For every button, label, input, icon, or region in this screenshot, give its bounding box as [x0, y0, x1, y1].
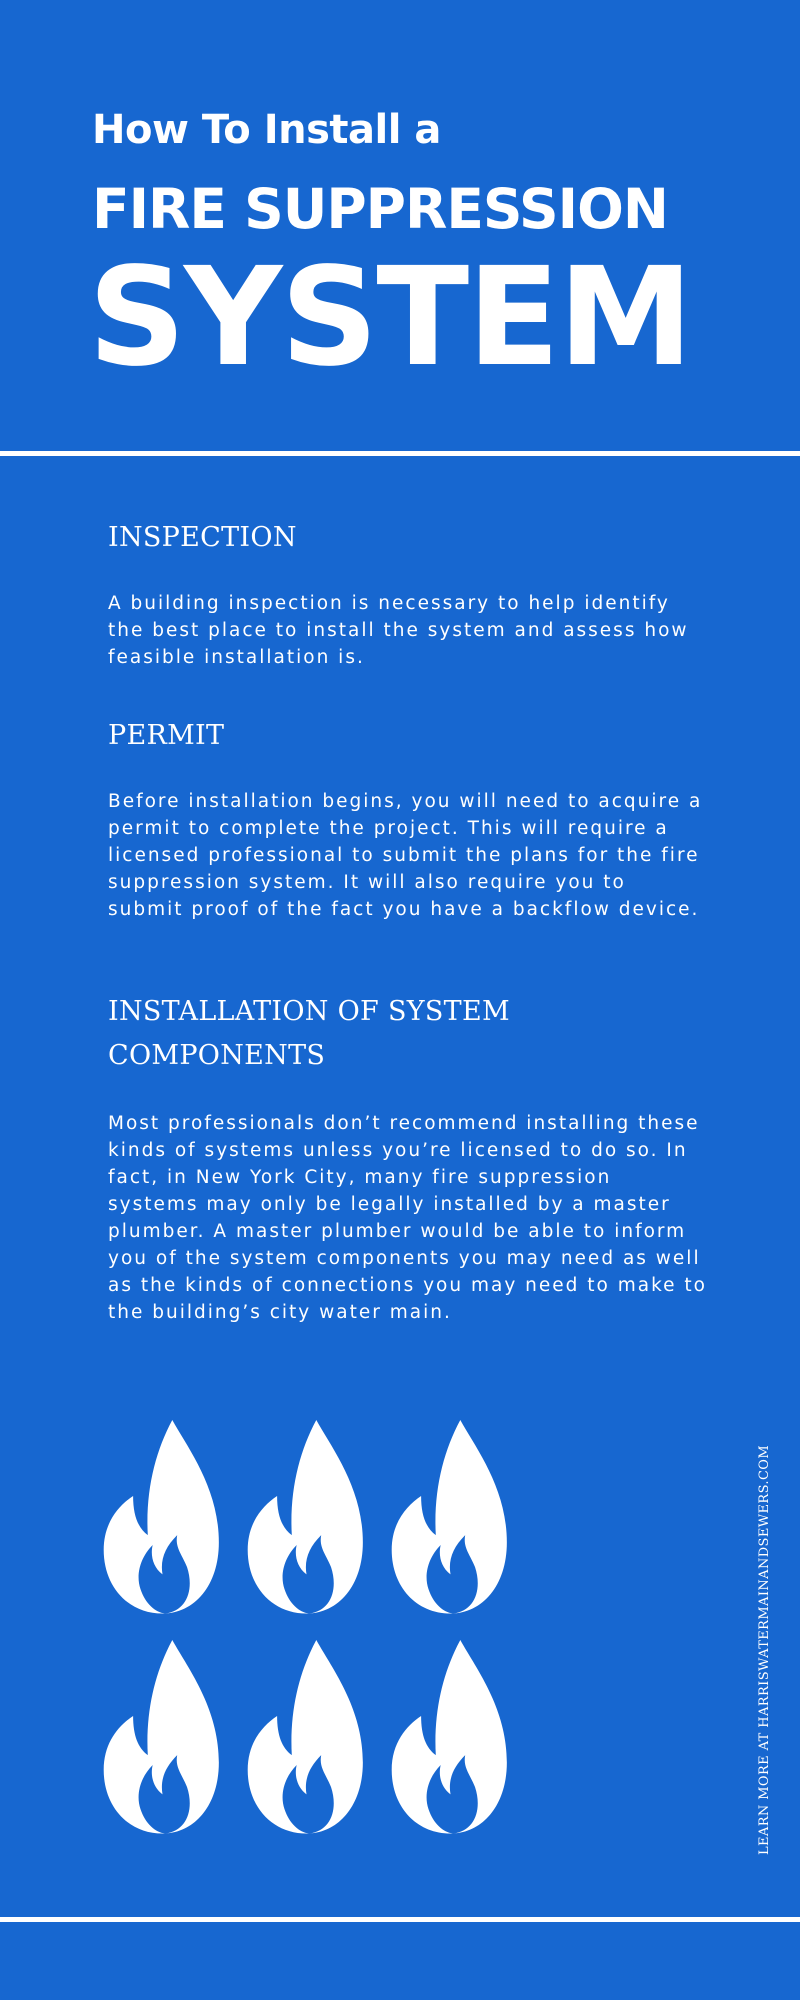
flame-icon	[388, 1420, 513, 1616]
flame-icon	[100, 1420, 225, 1616]
section-permit	[108, 714, 708, 923]
flame-icon-grid	[100, 1420, 530, 1840]
top-divider	[0, 451, 800, 456]
flame-icon	[244, 1640, 369, 1836]
title-line-how-to: How To Install a	[92, 107, 441, 153]
section-installation	[108, 990, 708, 1326]
section-heading-inspection: INSPECTION	[108, 522, 297, 553]
flame-icon	[388, 1640, 513, 1836]
section-inspection	[108, 516, 708, 671]
section-heading-installation: INSTALLATION OF SYSTEM COMPONENTS	[108, 996, 510, 1071]
learn-more-link-text: LEARN MORE AT HARRISWATERMAINANDSEWERS.COM	[757, 1444, 772, 1855]
title-line-fire-suppression: FIRE SUPPRESSION	[92, 177, 668, 241]
bottom-divider	[0, 1917, 800, 1922]
section-body-installation: Most professionals don’t recommend installing these kinds of systems unless you’re licensed to do so. In fact, in New York City, many fire suppression systems may only be legally installed by a master plumber. A master plumber would be able to inform you of the system components you may need as well as the kinds of connections you may need to make to the building’s city water main.	[108, 1113, 707, 1323]
title-line-system: SYSTEM	[88, 239, 692, 397]
section-body-permit: Before installation begins, you will need to acquire a permit to complete the project. This will require a licensed professional to submit the plans for the fire suppression system. It will also require you to submit proof of the fact you have a backflow device.	[108, 791, 703, 920]
flame-icon	[100, 1640, 225, 1836]
section-body-inspection: A building inspection is necessary to help identify the best place to install the system and assess how feasible installation is.	[108, 593, 689, 668]
flame-icon	[244, 1420, 369, 1616]
infographic-header	[88, 107, 772, 397]
section-heading-permit: PERMIT	[108, 720, 225, 751]
